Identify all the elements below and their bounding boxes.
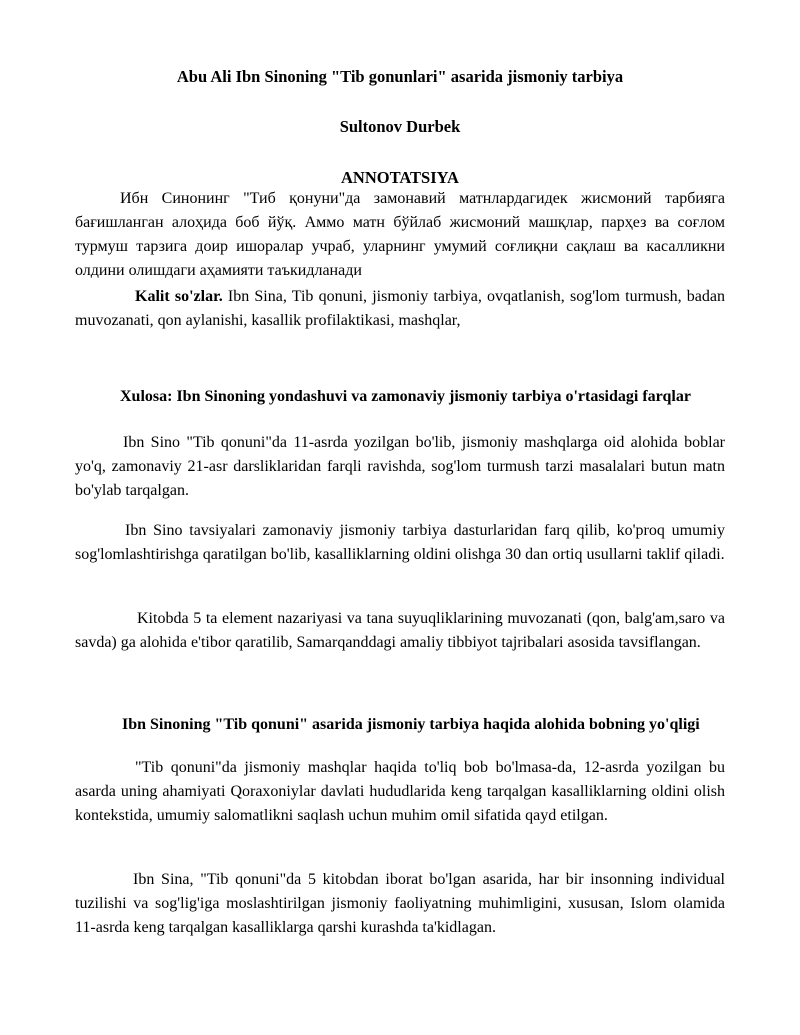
- keywords-label: Kalit so'zlar.: [135, 288, 223, 305]
- document-title: Abu Ali Ibn Sinoning "Tib gonunlari" asarida jismoniy tarbiya: [176, 67, 624, 86]
- section1-paragraph-3: Kitobda 5 ta element nazariyasi va tana suyuqliklarining muvozanati (qon, balg'am,saro va savda) ga alohida e'tibor qaratilib, Samarqanddagi amaliy tibbiyot tajribalari asosida tavsiflangan.: [75, 610, 725, 651]
- section-heading-no-chapter: Ibn Sinoning "Tib qonuni" asarida jismoniy tarbiya haqida alohida bobning yo'qligi: [122, 716, 700, 733]
- author-name: Sultonov Durbek: [339, 117, 461, 136]
- section1-paragraph-2: Ibn Sino tavsiyalari zamonaviy jismoniy tarbiya dasturlaridan farq qilib, ko'proq umumiy sog'lomlashtirishga qaratilgan bo'lib, kasalliklarning oldini olishga 30 dan ortiq usullarni taklif qiladi.: [75, 522, 725, 563]
- section1-paragraph-1: Ibn Sino "Tib qonuni"da 11-asrda yozilgan bo'lib, jismoniy mashqlarga oid alohida boblar yo'q, zamonaviy 21-asr darsliklaridan farqli ravishda, sog'lom turmush tarzi masalalari butun matn bo'ylab tarqalgan.: [75, 434, 725, 499]
- section-heading-conclusion: Xulosa: Ibn Sinoning yondashuvi va zamonaviy jismoniy tarbiya o'rtasidagi farqlar: [120, 388, 691, 405]
- keywords-text: Ibn Sina, Tib qonuni, jismoniy tarbiya, ovqatlanish, sog'lom turmush, badan muvozanati, qon aylanishi, kasallik profilaktikasi, mashqlar,: [75, 288, 725, 329]
- section2-paragraph-2: Ibn Sina, "Tib qonuni"da 5 kitobdan iborat bo'lgan asarida, har bir insonning individual tuzilishi va sog'lig'iga moslashtirilgan jismoniy faoliyatning muhimligini, xususan, Islom olamida 11-asrda keng tarqalgan kasalliklarga qarshi kurashda ta'kidlagan.: [75, 871, 725, 936]
- keywords-paragraph: [75, 285, 725, 333]
- annotation-paragraph: Ибн Синонинг "Тиб қонуни"да замонавий матнлардагидек жисмоний тарбияга бағишланган алоҳида боб йўқ. Аммо матн бўйлаб жисмоний машқлар, парҳез ва соғлом турмуш тарзига доир ишоралар учраб, уларнинг умумий соғлиқни сақлаш ва касалликни олдини олишдаги аҳамияти таъкидланади: [75, 190, 725, 279]
- annotation-heading: ANNOTATSIYA: [341, 168, 459, 187]
- section2-paragraph-1: "Tib qonuni"da jismoniy mashqlar haqida to'liq bob bo'lmasa-da, 12-asrda yozilgan bu asarda uning ahamiyati Qoraxoniylar davlati hududlarida keng tarqalgan kasalliklarning oldini olish kontekstida, umumiy salomatlikni saqlash uchun muhim omil sifatida qayd etilgan.: [75, 759, 725, 824]
